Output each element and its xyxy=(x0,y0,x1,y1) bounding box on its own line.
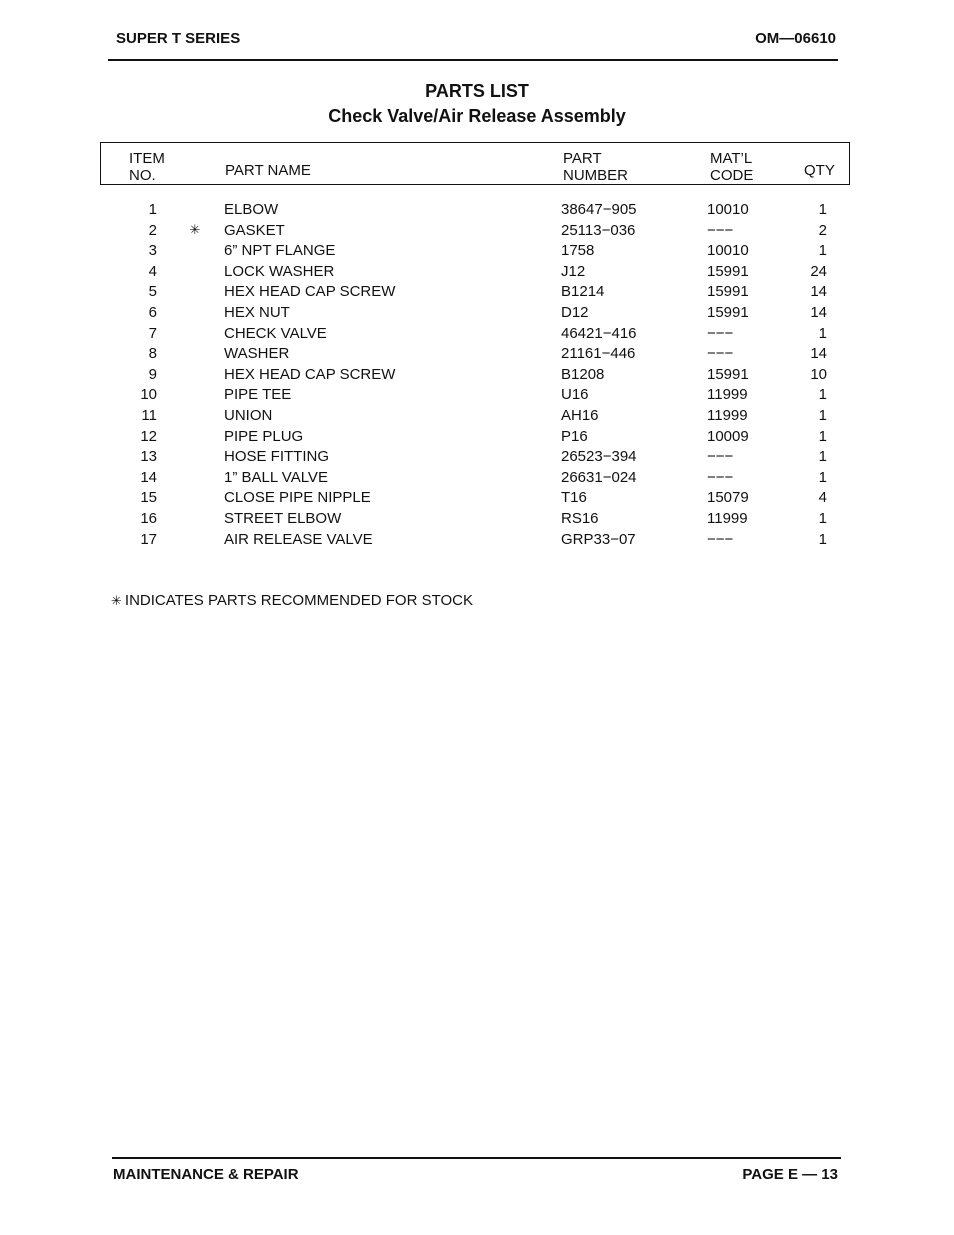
item-number: 12 xyxy=(140,427,157,445)
table-row xyxy=(0,489,954,510)
table-row xyxy=(0,469,954,490)
part-number: 21161−446 xyxy=(561,345,636,363)
table-row xyxy=(0,366,954,387)
part-number: D12 xyxy=(561,303,589,321)
part-number: 46421−416 xyxy=(561,324,637,342)
column-header-item-no xyxy=(129,150,165,184)
item-number: 10 xyxy=(140,386,157,404)
material-code: −−− xyxy=(707,221,734,239)
part-number: U16 xyxy=(561,386,589,404)
header-doc-number: OM—06610 xyxy=(755,30,836,47)
table-row xyxy=(0,201,954,222)
part-name: HEX HEAD CAP SCREW xyxy=(224,365,396,383)
quantity: 1 xyxy=(818,509,827,527)
item-number: 14 xyxy=(140,468,157,486)
part-name: CHECK VALVE xyxy=(224,324,327,342)
item-number: 1 xyxy=(148,201,157,218)
quantity: 1 xyxy=(818,242,827,260)
quantity: 1 xyxy=(818,530,827,548)
quantity: 1 xyxy=(818,468,827,486)
item-number: 16 xyxy=(140,509,157,527)
item-number: 6 xyxy=(148,303,157,321)
part-name: STREET ELBOW xyxy=(224,509,342,527)
table-row xyxy=(0,325,954,346)
item-number: 17 xyxy=(140,530,157,548)
table-header xyxy=(100,142,850,185)
material-code: 15079 xyxy=(707,489,749,507)
page-title: PARTS LIST xyxy=(425,81,529,101)
part-number: B1208 xyxy=(561,365,605,383)
material-code: 15991 xyxy=(707,303,749,321)
quantity: 14 xyxy=(810,303,827,321)
quantity: 1 xyxy=(818,406,827,424)
material-code: −−− xyxy=(707,530,734,548)
material-code: −−− xyxy=(707,468,734,486)
table-row xyxy=(0,242,954,263)
footer-page-number: PAGE E — 13 xyxy=(742,1166,838,1183)
part-name: GASKET xyxy=(224,221,285,239)
quantity: 1 xyxy=(818,324,827,342)
table-row xyxy=(0,448,954,469)
quantity: 10 xyxy=(810,365,827,383)
part-number: 38647−905 xyxy=(561,201,637,218)
item-number: 11 xyxy=(141,406,157,424)
part-number: P16 xyxy=(561,427,588,445)
column-header-item-line1: ITEM xyxy=(129,150,165,167)
material-code: −−− xyxy=(707,324,734,342)
part-name: HEX HEAD CAP SCREW xyxy=(224,283,396,301)
footer-section: MAINTENANCE & REPAIR xyxy=(113,1166,299,1183)
part-number: 26523−394 xyxy=(561,448,637,466)
material-code: 15991 xyxy=(707,262,749,280)
part-name: HOSE FITTING xyxy=(224,448,329,466)
table-row xyxy=(0,510,954,531)
part-number: RS16 xyxy=(561,509,599,527)
part-number: 25113−036 xyxy=(561,221,636,239)
part-number: B1214 xyxy=(561,283,605,301)
table-row xyxy=(0,386,954,407)
item-number: 8 xyxy=(148,345,157,363)
part-number: J12 xyxy=(561,262,586,280)
part-name: ELBOW xyxy=(224,201,279,218)
table-row xyxy=(0,428,954,449)
quantity: 4 xyxy=(818,489,827,507)
part-number: T16 xyxy=(561,489,587,507)
column-header-mat-line2: CODE xyxy=(710,167,754,184)
material-code: 10009 xyxy=(707,427,749,445)
page-subtitle: Check Valve/Air Release Assembly xyxy=(328,106,626,126)
item-number: 5 xyxy=(148,283,157,301)
header-rule xyxy=(108,59,838,61)
column-header-qty: QTY xyxy=(804,162,835,179)
part-name: PIPE TEE xyxy=(224,386,292,404)
stock-marker: ✳ xyxy=(189,221,201,237)
part-name: AIR RELEASE VALVE xyxy=(224,530,373,548)
part-number: 26631−024 xyxy=(561,468,637,486)
part-name: HEX NUT xyxy=(224,303,290,321)
stock-note-text: INDICATES PARTS RECOMMENDED FOR STOCK xyxy=(124,592,473,609)
material-code: −−− xyxy=(707,448,734,466)
part-name: WASHER xyxy=(224,345,290,363)
material-code: 10010 xyxy=(707,201,749,218)
quantity: 14 xyxy=(810,345,827,363)
part-name: UNION xyxy=(224,406,273,424)
column-header-part-name: PART NAME xyxy=(225,162,311,179)
part-name: 6” NPT FLANGE xyxy=(224,242,336,260)
part-name: 1” BALL VALVE xyxy=(224,468,328,486)
part-number: AH16 xyxy=(561,406,599,424)
quantity: 24 xyxy=(810,262,827,280)
quantity: 2 xyxy=(818,221,827,239)
table-row xyxy=(0,531,954,552)
footer-rule xyxy=(112,1157,841,1159)
material-code: 11999 xyxy=(707,406,748,424)
table-row xyxy=(0,222,954,243)
item-number: 4 xyxy=(148,262,157,280)
table-row xyxy=(0,407,954,428)
item-number: 7 xyxy=(148,324,157,342)
table-row xyxy=(0,283,954,304)
material-code: −−− xyxy=(707,345,734,363)
column-header-part-line1: PART xyxy=(563,150,602,167)
material-code: 10010 xyxy=(707,242,749,260)
table-row xyxy=(0,263,954,284)
part-name: PIPE PLUG xyxy=(224,427,304,445)
item-number: 2 xyxy=(148,221,157,239)
column-header-item-line2: NO. xyxy=(129,167,156,184)
material-code: 11999 xyxy=(707,509,748,527)
quantity: 1 xyxy=(818,201,827,218)
quantity: 14 xyxy=(810,283,827,301)
column-header-mat-line1: MAT’L xyxy=(710,150,753,167)
table-row xyxy=(0,304,954,325)
column-header-part-line2: NUMBER xyxy=(563,167,629,184)
material-code: 11999 xyxy=(707,386,748,404)
item-number: 3 xyxy=(148,242,157,260)
material-code: 15991 xyxy=(707,365,749,383)
part-name: CLOSE PIPE NIPPLE xyxy=(224,489,371,507)
part-number: GRP33−07 xyxy=(561,530,636,548)
column-header-material-code xyxy=(710,150,753,184)
stock-note xyxy=(111,592,473,609)
material-code: 15991 xyxy=(707,283,749,301)
table-row xyxy=(0,345,954,366)
column-header-part-number xyxy=(563,150,628,184)
item-number: 13 xyxy=(140,448,157,466)
header-series: SUPER T SERIES xyxy=(116,30,241,47)
item-number: 9 xyxy=(148,365,157,383)
part-name: LOCK WASHER xyxy=(224,262,335,280)
quantity: 1 xyxy=(818,448,827,466)
quantity: 1 xyxy=(818,427,827,445)
item-number: 15 xyxy=(140,489,157,507)
quantity: 1 xyxy=(818,386,827,404)
part-number: 1758 xyxy=(561,242,595,260)
parts-table-body xyxy=(0,201,954,551)
asterisk-icon: ✳ xyxy=(111,593,122,608)
